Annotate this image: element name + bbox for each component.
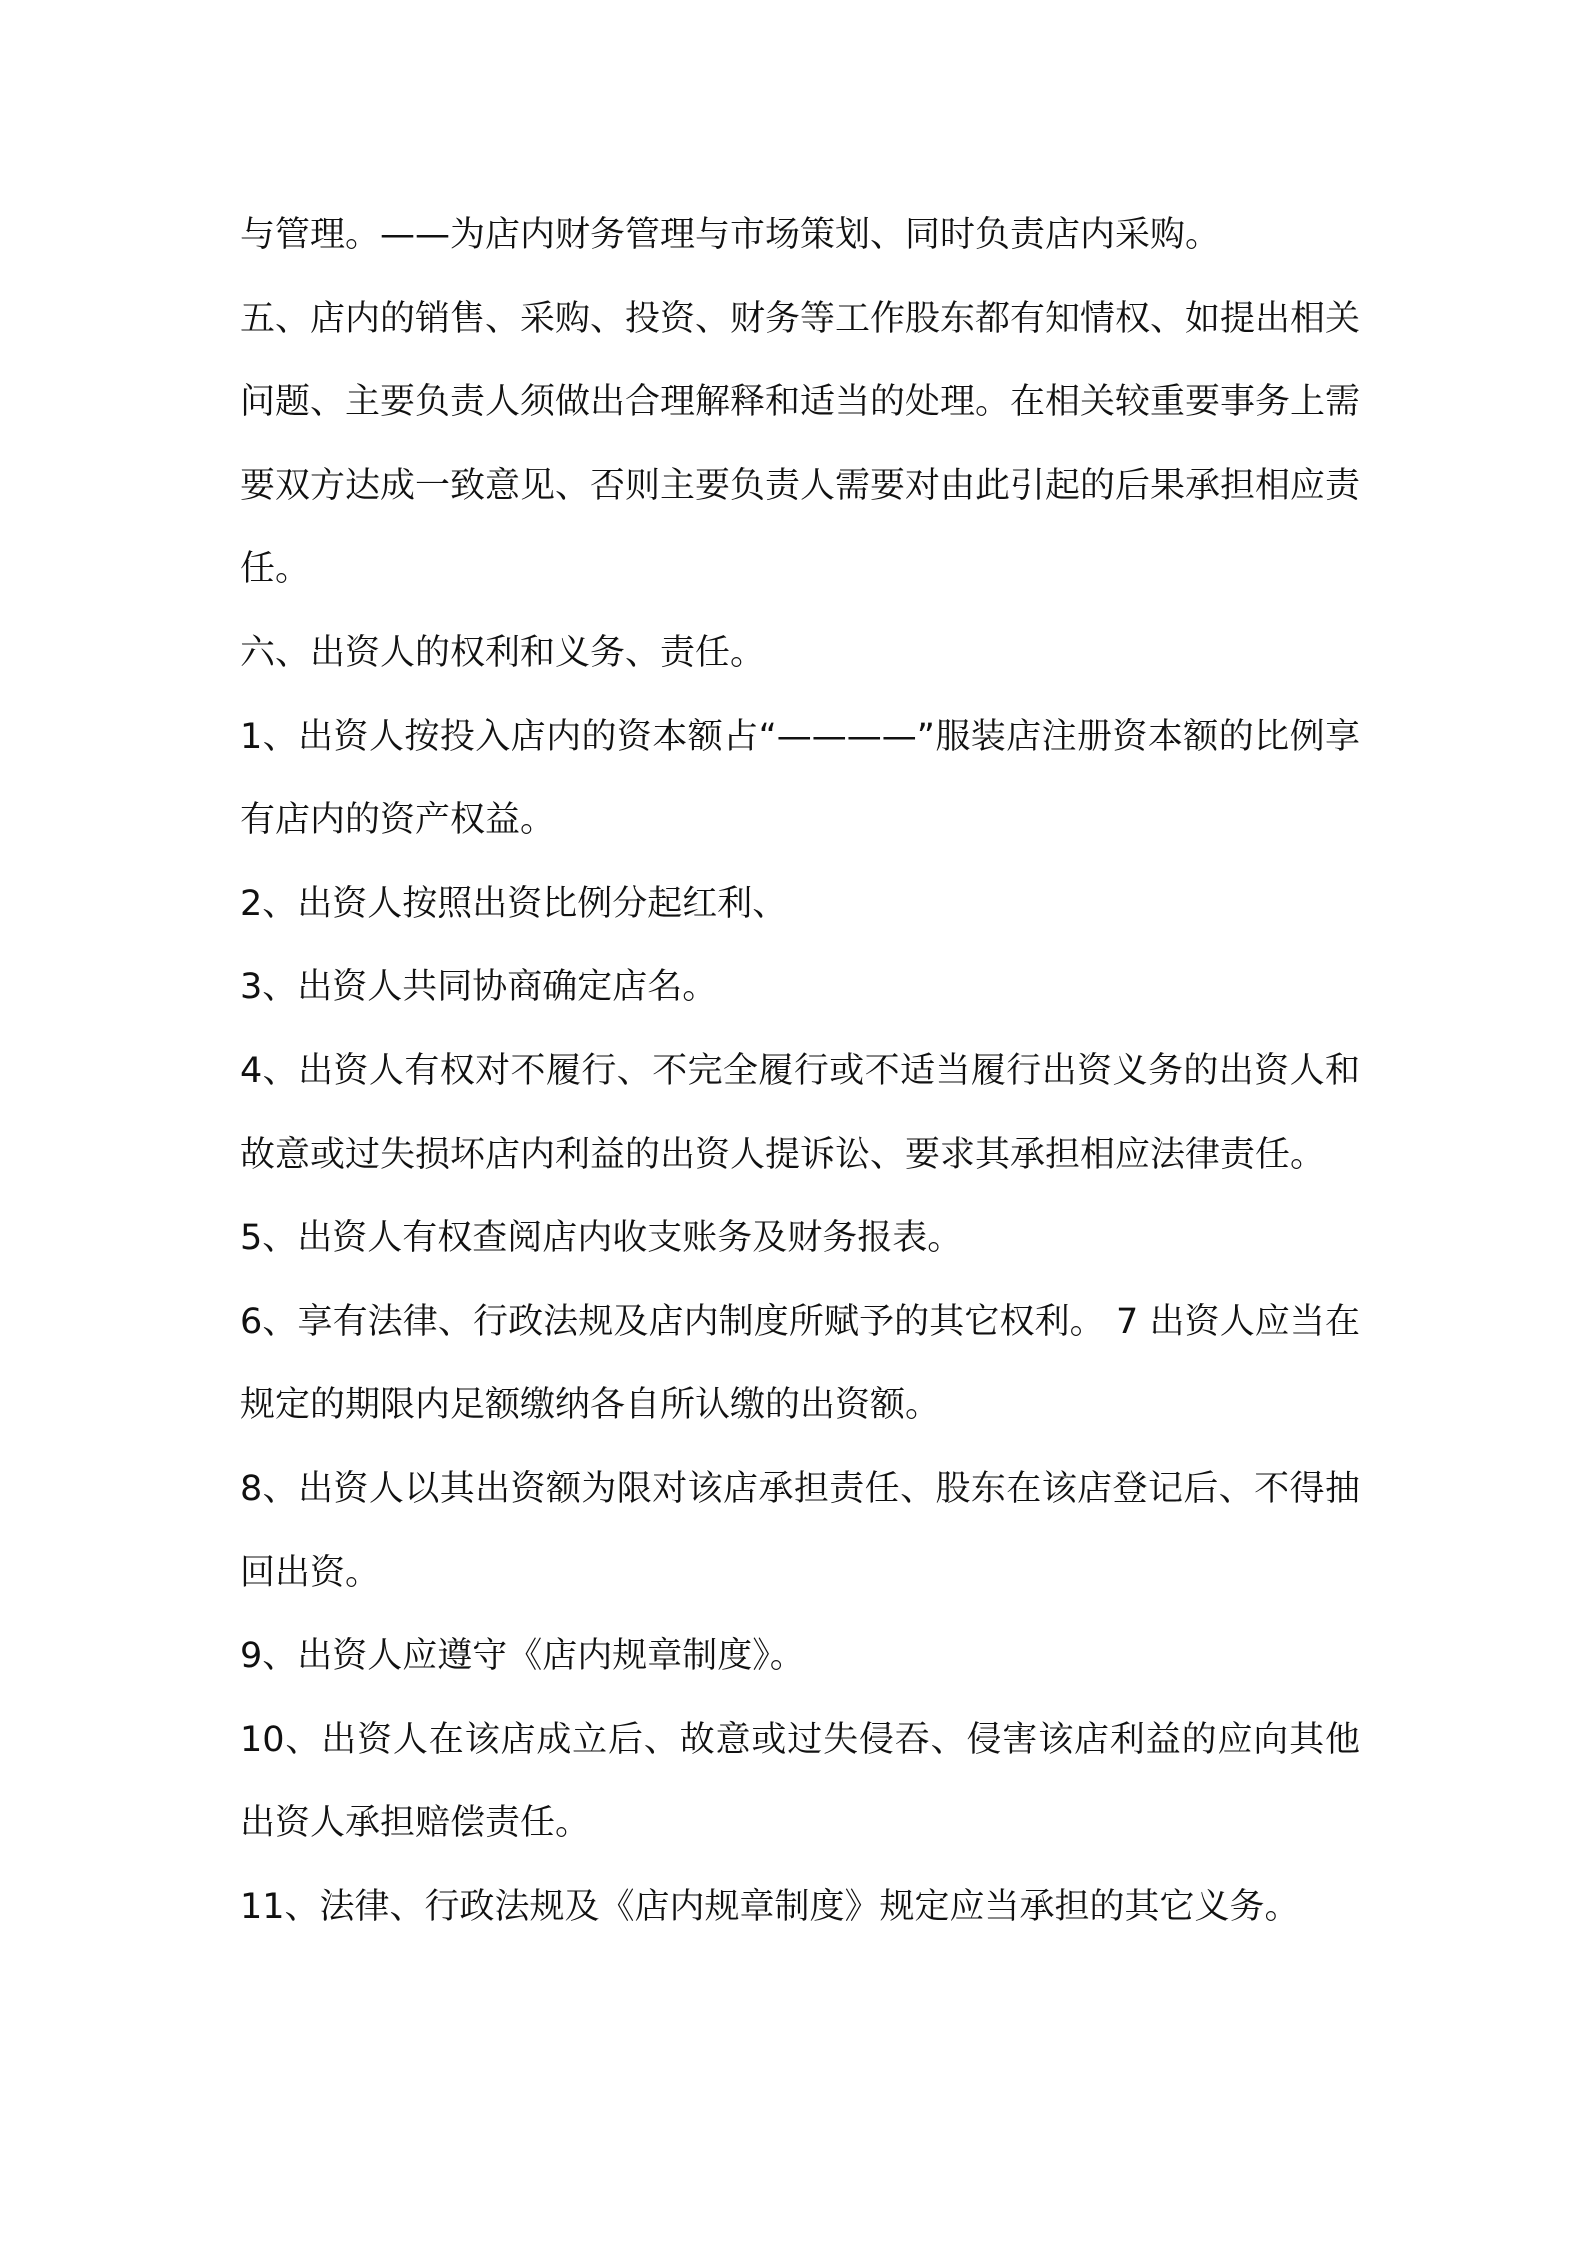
list-item-2: 2、出资人按照出资比例分起红利、 (240, 883, 788, 924)
list-item-4: 4、出资人有权对不履行、不完全履行或不适当履行出资义务的出资人和故意或过失损坏店内利益的出资人提诉讼、要求其承担相应法律责任。 (240, 1050, 1360, 1175)
list-item-3: 3、出资人共同协商确定店名。 (240, 967, 718, 1008)
list-item-1: 1、出资人按投入店内的资本额占“————”服装店注册资本额的比例享有店内的资产权益。 (240, 716, 1360, 841)
list-item-11: 11、法律、行政法规及《店内规章制度》规定应当承担的其它义务。 (240, 1886, 1300, 1927)
paragraph-section-five: 五、店内的销售、采购、投资、财务等工作股东都有知情权、如提出相关问题、主要负责人须做出合理解释和适当的处理。在相关较重要事务上需要双方达成一致意见、否则主要负责人需要对由此引起的后果承担相应责任。 (240, 298, 1361, 590)
heading-section-six: 六、出资人的权利和义务、责任。 (240, 632, 766, 673)
list-item-9: 9、出资人应遵守《店内规章制度》。 (240, 1636, 805, 1677)
list-item-10: 10、出资人在该店成立后、故意或过失侵吞、侵害该店利益的应向其他出资人承担赔偿责任。 (240, 1719, 1360, 1844)
list-item-6-7: 6、享有法律、行政法规及店内制度所赋予的其它权利。 7 出资人应当在规定的期限内足额缴纳各自所认缴的出资额。 (240, 1301, 1360, 1426)
list-item-5: 5、出资人有权查阅店内收支账务及财务报表。 (240, 1218, 963, 1259)
paragraph-management-role: 与管理。——为店内财务管理与市场策划、同时负责店内采购。 (240, 215, 1221, 255)
document-page (240, 194, 1360, 1949)
list-item-8: 8、出资人以其出资额为限对该店承担责任、股东在该店登记后、不得抽回出资。 (240, 1468, 1360, 1593)
